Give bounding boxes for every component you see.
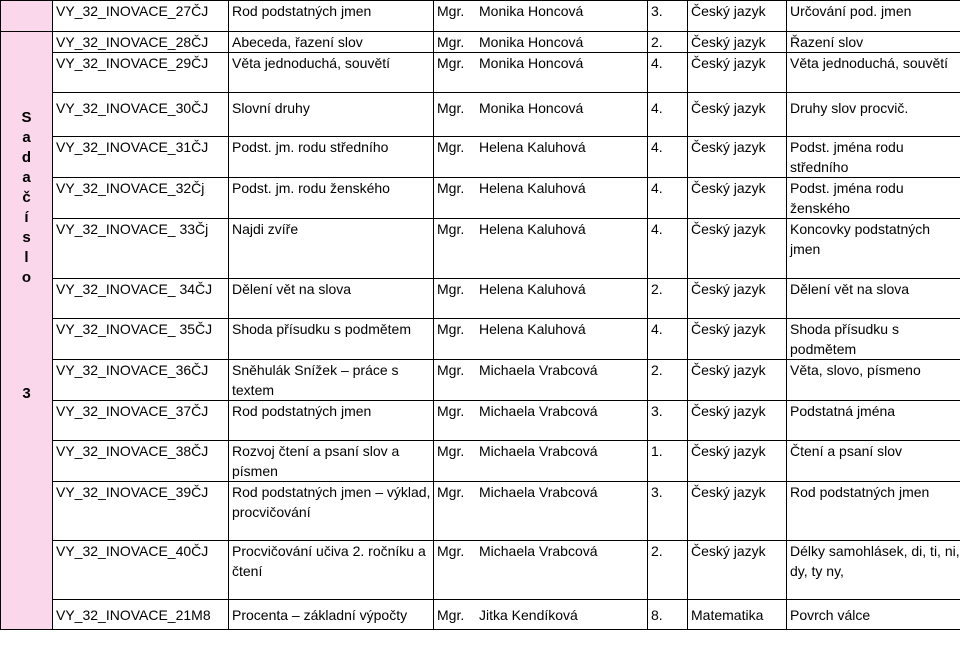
teacher-name: Helena Kaluhová bbox=[479, 321, 586, 337]
grade-cell: 1. bbox=[648, 441, 688, 482]
side-number: 3 bbox=[22, 385, 31, 402]
table-row bbox=[1, 279, 960, 319]
code-cell: VY_32_INOVACE_38ČJ bbox=[53, 441, 229, 482]
topic-cell: Dělení vět na slova bbox=[229, 279, 434, 319]
grade-cell: 4. bbox=[648, 178, 688, 219]
teacher-name: Monika Honcová bbox=[479, 55, 584, 71]
teacher-title: Mgr. bbox=[437, 180, 465, 196]
teacher-cell bbox=[434, 279, 648, 319]
teacher-title: Mgr. bbox=[437, 55, 465, 71]
note-cell: Dělení vět na slova bbox=[787, 279, 960, 319]
teacher-name: Monika Honcová bbox=[479, 100, 584, 116]
table-row bbox=[1, 401, 960, 441]
teacher-name: Monika Honcová bbox=[479, 3, 584, 19]
note-cell: Určování pod. jmen bbox=[787, 1, 960, 32]
teacher-name: Michaela Vrabcová bbox=[479, 443, 598, 459]
topic-cell: Procvičování učiva 2. ročníku a čtení bbox=[229, 541, 434, 600]
teacher-cell bbox=[434, 137, 648, 178]
teacher-cell bbox=[434, 360, 648, 401]
code-cell: VY_32_INOVACE_30ČJ bbox=[53, 93, 229, 137]
topic-cell: Rod podstatných jmen bbox=[229, 401, 434, 441]
table-row bbox=[1, 482, 960, 541]
teacher-cell bbox=[434, 541, 648, 600]
table-row bbox=[1, 541, 960, 600]
grade-cell: 4. bbox=[648, 53, 688, 93]
grade-cell: 2. bbox=[648, 541, 688, 600]
teacher-title: Mgr. bbox=[437, 100, 465, 116]
topic-cell: Abeceda, řazení slov bbox=[229, 32, 434, 53]
side-letter: s bbox=[22, 229, 31, 246]
teacher-cell bbox=[434, 178, 648, 219]
note-cell: Podst. jména rodu ženského bbox=[787, 178, 960, 219]
side-letter: d bbox=[21, 149, 32, 166]
table-row bbox=[1, 93, 960, 137]
table-row bbox=[1, 360, 960, 401]
teacher-title: Mgr. bbox=[437, 607, 465, 623]
teacher-title: Mgr. bbox=[437, 484, 465, 500]
side-strip bbox=[1, 1, 53, 32]
table-row bbox=[1, 600, 960, 630]
code-cell: VY_32_INOVACE_37ČJ bbox=[53, 401, 229, 441]
note-cell: Čtení a psaní slov bbox=[787, 441, 960, 482]
grade-cell: 3. bbox=[648, 1, 688, 32]
code-cell: VY_32_INOVACE_ 34ČJ bbox=[53, 279, 229, 319]
teacher-cell bbox=[434, 401, 648, 441]
code-cell: VY_32_INOVACE_31ČJ bbox=[53, 137, 229, 178]
code-cell: VY_32_INOVACE_28ČJ bbox=[53, 32, 229, 53]
note-cell: Věta, slovo, písmeno bbox=[787, 360, 960, 401]
grade-cell: 3. bbox=[648, 401, 688, 441]
teacher-cell bbox=[434, 600, 648, 630]
side-letter: o bbox=[21, 269, 32, 286]
side-label bbox=[1, 32, 53, 630]
teacher-title: Mgr. bbox=[437, 139, 465, 155]
teacher-title: Mgr. bbox=[437, 321, 465, 337]
code-cell: VY_32_INOVACE_29ČJ bbox=[53, 53, 229, 93]
teacher-cell bbox=[434, 441, 648, 482]
code-cell: VY_32_INOVACE_27ČJ bbox=[53, 1, 229, 32]
topic-cell: Rod podstatných jmen bbox=[229, 1, 434, 32]
note-cell: Podst. jména rodu středního bbox=[787, 137, 960, 178]
grade-cell: 2. bbox=[648, 32, 688, 53]
teacher-title: Mgr. bbox=[437, 221, 465, 237]
teacher-name: Monika Honcová bbox=[479, 34, 584, 50]
teacher-name: Jitka Kendíková bbox=[479, 607, 578, 623]
teacher-name: Helena Kaluhová bbox=[479, 139, 586, 155]
subject-cell: Český jazyk bbox=[688, 1, 787, 32]
table-row bbox=[1, 178, 960, 219]
subject-cell: Český jazyk bbox=[688, 441, 787, 482]
note-cell: Věta jednoduchá, souvětí bbox=[787, 53, 960, 93]
note-cell: Povrch válce bbox=[787, 600, 960, 630]
teacher-title: Mgr. bbox=[437, 403, 465, 419]
subject-cell: Český jazyk bbox=[688, 53, 787, 93]
teacher-title: Mgr. bbox=[437, 362, 465, 378]
teacher-name: Michaela Vrabcová bbox=[479, 403, 598, 419]
teacher-title: Mgr. bbox=[437, 443, 465, 459]
teacher-name: Michaela Vrabcová bbox=[479, 362, 598, 378]
subject-cell: Český jazyk bbox=[688, 360, 787, 401]
side-letter: S bbox=[21, 109, 32, 126]
grade-cell: 2. bbox=[648, 360, 688, 401]
note-cell: Řazení slov bbox=[787, 32, 960, 53]
teacher-cell bbox=[434, 32, 648, 53]
teacher-title: Mgr. bbox=[437, 3, 465, 19]
teacher-name: Michaela Vrabcová bbox=[479, 543, 598, 559]
subject-cell: Český jazyk bbox=[688, 279, 787, 319]
code-cell: VY_32_INOVACE_32Čj bbox=[53, 178, 229, 219]
grade-cell: 2. bbox=[648, 279, 688, 319]
teacher-title: Mgr. bbox=[437, 543, 465, 559]
teacher-cell bbox=[434, 482, 648, 541]
subject-cell: Český jazyk bbox=[688, 137, 787, 178]
teacher-cell bbox=[434, 219, 648, 279]
note-cell: Druhy slov procvič. bbox=[787, 93, 960, 137]
topic-cell: Podst. jm. rodu ženského bbox=[229, 178, 434, 219]
note-cell: Délky samohlásek, di, ti, ni, dy, ty ny, bbox=[787, 541, 960, 600]
topic-cell: Rod podstatných jmen – výklad, procvičování bbox=[229, 482, 434, 541]
code-cell: VY_32_INOVACE_40ČJ bbox=[53, 541, 229, 600]
table-row bbox=[1, 53, 960, 93]
side-letter: a bbox=[22, 169, 31, 186]
grade-cell: 4. bbox=[648, 219, 688, 279]
subject-cell: Český jazyk bbox=[688, 219, 787, 279]
subject-cell: Český jazyk bbox=[688, 401, 787, 441]
subject-cell: Český jazyk bbox=[688, 482, 787, 541]
code-cell: VY_32_INOVACE_21M8 bbox=[53, 600, 229, 630]
table-row bbox=[1, 1, 960, 32]
teacher-cell bbox=[434, 319, 648, 360]
subject-cell: Český jazyk bbox=[688, 178, 787, 219]
table-row bbox=[1, 319, 960, 360]
topic-cell: Rozvoj čtení a psaní slov a písmen bbox=[229, 441, 434, 482]
teacher-name: Helena Kaluhová bbox=[479, 221, 586, 237]
subject-cell: Matematika bbox=[688, 600, 787, 630]
topic-cell: Najdi zvíře bbox=[229, 219, 434, 279]
code-cell: VY_32_INOVACE_36ČJ bbox=[53, 360, 229, 401]
teacher-cell bbox=[434, 53, 648, 93]
topic-cell: Podst. jm. rodu středního bbox=[229, 137, 434, 178]
subject-cell: Český jazyk bbox=[688, 319, 787, 360]
teacher-title: Mgr. bbox=[437, 34, 465, 50]
code-cell: VY_32_INOVACE_ 35ČJ bbox=[53, 319, 229, 360]
teacher-cell bbox=[434, 1, 648, 32]
teacher-name: Helena Kaluhová bbox=[479, 281, 586, 297]
grade-cell: 4. bbox=[648, 319, 688, 360]
note-cell: Shoda přísudku s podmětem bbox=[787, 319, 960, 360]
topic-cell: Procenta – základní výpočty bbox=[229, 600, 434, 630]
subject-cell: Český jazyk bbox=[688, 541, 787, 600]
table-row bbox=[1, 441, 960, 482]
table-row bbox=[1, 219, 960, 279]
teacher-name: Michaela Vrabcová bbox=[479, 484, 598, 500]
topic-cell: Shoda přísudku s podmětem bbox=[229, 319, 434, 360]
table-row bbox=[1, 137, 960, 178]
topic-cell: Sněhulák Snížek – práce s textem bbox=[229, 360, 434, 401]
topic-cell: Slovní druhy bbox=[229, 93, 434, 137]
subject-cell: Český jazyk bbox=[688, 93, 787, 137]
code-cell: VY_32_INOVACE_ 33Čj bbox=[53, 219, 229, 279]
teacher-cell bbox=[434, 93, 648, 137]
note-cell: Podstatná jména bbox=[787, 401, 960, 441]
teacher-title: Mgr. bbox=[437, 281, 465, 297]
note-cell: Koncovky podstatných jmen bbox=[787, 219, 960, 279]
side-letter: č bbox=[22, 189, 31, 206]
subject-cell: Český jazyk bbox=[688, 32, 787, 53]
grade-cell: 3. bbox=[648, 482, 688, 541]
grade-cell: 4. bbox=[648, 137, 688, 178]
teacher-name: Helena Kaluhová bbox=[479, 180, 586, 196]
code-cell: VY_32_INOVACE_39ČJ bbox=[53, 482, 229, 541]
note-cell: Rod podstatných jmen bbox=[787, 482, 960, 541]
grade-cell: 4. bbox=[648, 93, 688, 137]
table-row bbox=[1, 32, 960, 53]
side-letter: í bbox=[24, 209, 29, 226]
side-letter: a bbox=[22, 129, 31, 146]
side-letter: l bbox=[24, 249, 29, 266]
grade-cell: 8. bbox=[648, 600, 688, 630]
topic-cell: Věta jednoduchá, souvětí bbox=[229, 53, 434, 93]
